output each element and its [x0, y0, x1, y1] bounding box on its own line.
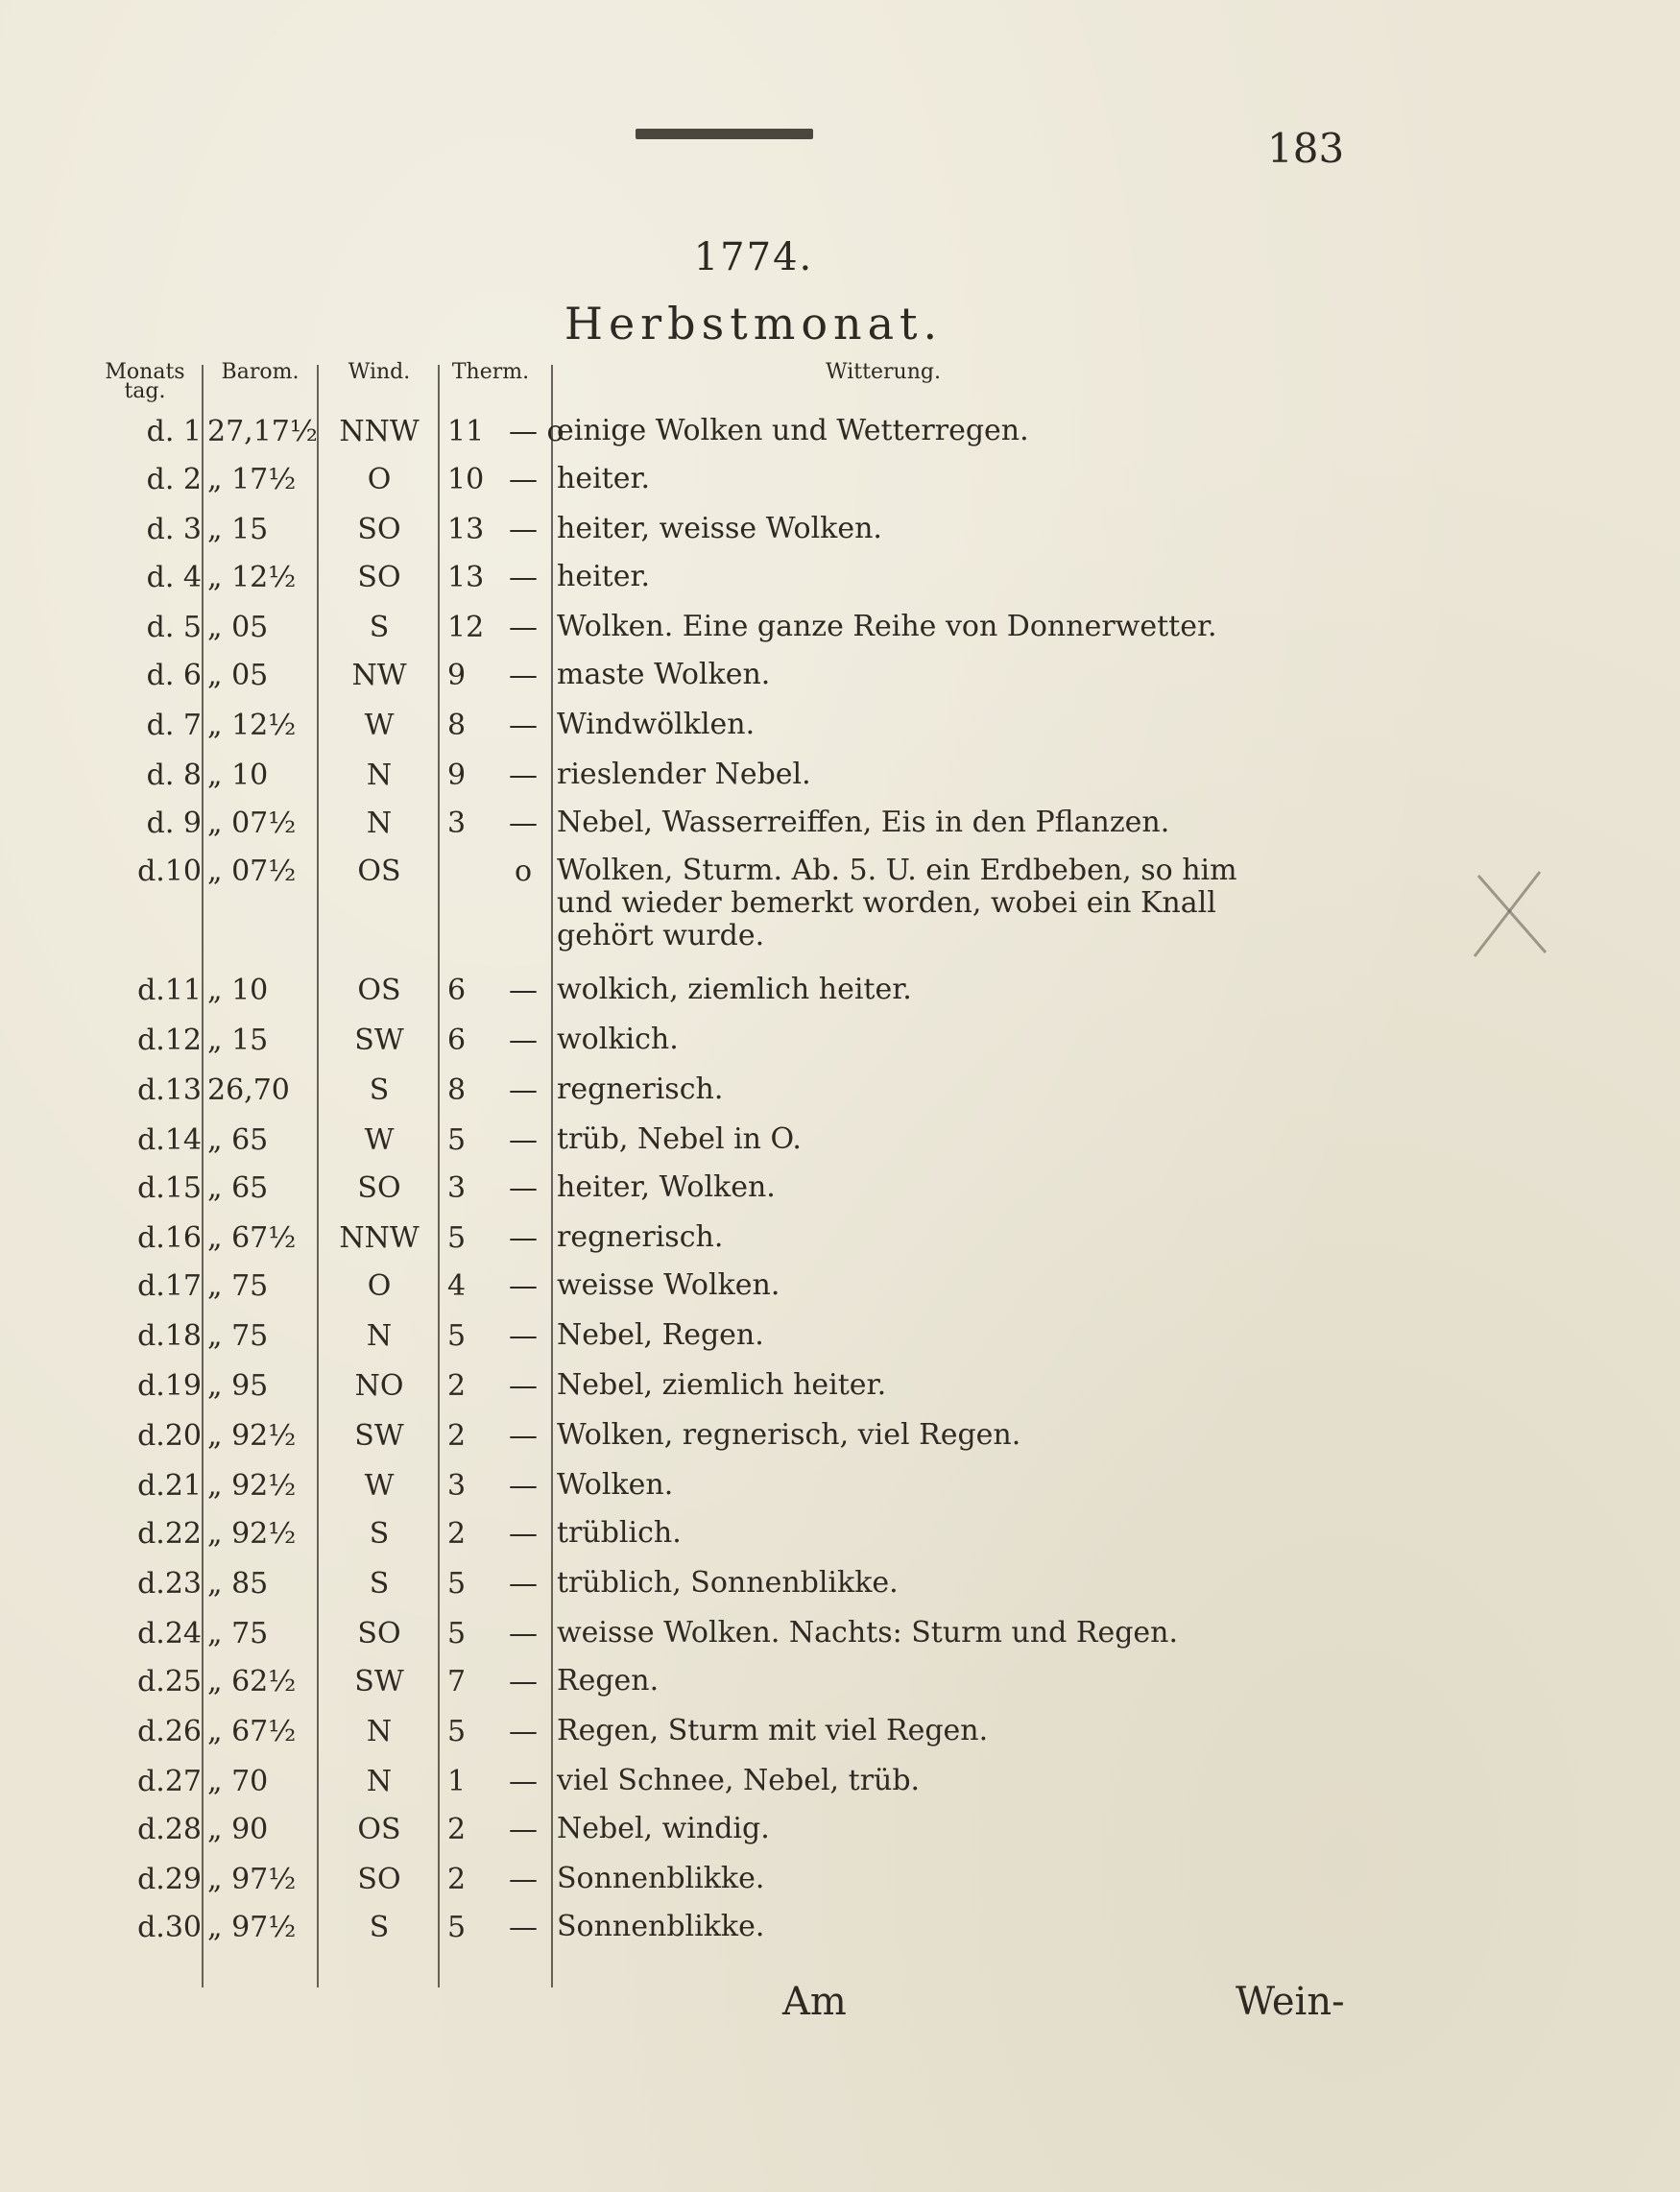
dash-cell: — [509, 1073, 538, 1107]
barometer-cell: „ 10 [207, 759, 269, 792]
dash-cell: — [509, 807, 538, 840]
wind-cell: SO [357, 1171, 401, 1205]
barometer-cell: „ 67½ [207, 1715, 297, 1748]
dash-cell: — [509, 1369, 538, 1403]
thermometer-cell: 8 [447, 709, 467, 742]
weather-cell: einige Wolken und Wetterregen. [557, 414, 1029, 447]
weather-cell: Nebel, Regen. [557, 1318, 764, 1352]
day-cell: d.28 [137, 1813, 202, 1846]
day-cell: d. 6 [146, 659, 202, 692]
weather-cell: regnerisch. [557, 1220, 724, 1254]
day-cell: d.20 [137, 1419, 202, 1453]
weather-cell: trüb, Nebel in O. [557, 1122, 802, 1156]
wind-cell: N [366, 1715, 393, 1748]
dash-cell: — [509, 1221, 538, 1255]
day-cell: d.10 [137, 855, 202, 888]
barometer-cell: „ 90 [207, 1813, 269, 1846]
wind-cell: S [369, 1567, 390, 1601]
barometer-cell: „ 67½ [207, 1221, 297, 1255]
weather-cell: Wolken, Sturm. Ab. 5. U. ein Erdbeben, so him und wieder bemerkt worden, wobei ein Knall gehört wurde. [557, 854, 1237, 952]
thermometer-cell: 8 [447, 1073, 467, 1107]
header-day: Monats tag. [105, 360, 185, 403]
month-title: Herbstmonat. [564, 298, 944, 349]
barometer-cell: „ 92½ [207, 1419, 297, 1453]
wind-cell: S [369, 611, 390, 644]
thermometer-cell: 5 [447, 1221, 467, 1255]
thermometer-cell: 13 [447, 561, 485, 594]
day-cell: d.16 [137, 1221, 202, 1255]
wind-cell: OS [357, 855, 401, 888]
dash-cell: — [509, 1715, 538, 1748]
weather-cell: trüblich, Sonnenblikke. [557, 1566, 899, 1600]
dash-cell: — [509, 513, 538, 546]
table-row [0, 1617, 1680, 1665]
day-cell: d.19 [137, 1369, 202, 1403]
dash-cell: — [509, 1171, 538, 1205]
wind-cell: SW [354, 1665, 404, 1698]
table-row [0, 1863, 1680, 1911]
thermometer-cell: 1 [447, 1765, 467, 1798]
wind-cell: SO [357, 1863, 401, 1896]
weather-cell: Windwölklen. [557, 708, 756, 741]
day-cell: d.26 [137, 1715, 202, 1748]
barometer-cell: „ 65 [207, 1171, 269, 1205]
table-row [0, 1813, 1680, 1861]
wind-cell: O [367, 463, 392, 496]
day-cell: d.22 [137, 1517, 202, 1551]
table-row [0, 611, 1680, 659]
barometer-cell: 27,17½ [207, 415, 318, 448]
barometer-cell: „ 05 [207, 611, 269, 644]
barometer-cell: „ 65 [207, 1123, 269, 1157]
table-row [0, 1911, 1680, 1959]
thermometer-cell: 2 [447, 1419, 467, 1453]
wind-cell: N [366, 1319, 393, 1353]
day-cell: d.14 [137, 1123, 202, 1157]
dash-cell: — [509, 1567, 538, 1601]
dash-cell: — [509, 1813, 538, 1846]
barometer-cell: „ 12½ [207, 709, 297, 742]
barometer-cell: „ 17½ [207, 463, 297, 496]
day-cell: d.17 [137, 1269, 202, 1303]
weather-cell: wolkich. [557, 1023, 679, 1056]
barometer-cell: 26,70 [207, 1073, 290, 1107]
thermometer-cell: 6 [447, 974, 467, 1007]
day-cell: d.11 [137, 974, 202, 1007]
barometer-cell: „ 97½ [207, 1911, 297, 1944]
wind-cell: NNW [339, 415, 420, 448]
dash-cell: — [509, 1419, 538, 1453]
day-cell: d. 1 [146, 415, 202, 448]
day-cell: d. 9 [146, 807, 202, 840]
dash-cell: — [509, 1024, 538, 1057]
weather-cell: heiter, weisse Wolken. [557, 512, 882, 545]
thermometer-cell: 5 [447, 1617, 467, 1650]
weather-cell: Wolken, regnerisch, viel Regen. [557, 1418, 1021, 1452]
thermometer-cell: 2 [447, 1517, 467, 1551]
wind-cell: NO [354, 1369, 404, 1403]
thermometer-cell: 9 [447, 759, 467, 792]
table-row [0, 1073, 1680, 1121]
table-row [0, 1319, 1680, 1367]
dash-cell: — [509, 1665, 538, 1698]
day-cell: d. 4 [146, 561, 202, 594]
weather-cell: Wolken. [557, 1468, 674, 1502]
thermometer-cell: 5 [447, 1715, 467, 1748]
wind-cell: SO [357, 561, 401, 594]
thermometer-cell: 6 [447, 1024, 467, 1057]
pencil-cross-mark [1461, 864, 1557, 960]
wind-cell: NNW [339, 1221, 420, 1255]
table-row [0, 974, 1680, 1022]
dash-cell: — [509, 709, 538, 742]
dash-cell: — [509, 759, 538, 792]
thermometer-cell: 5 [447, 1911, 467, 1944]
weather-cell: weisse Wolken. [557, 1268, 780, 1302]
weather-cell: Nebel, Wasserreiffen, Eis in den Pflanzen. [557, 806, 1170, 839]
weather-cell: trüblich. [557, 1516, 682, 1550]
dash-cell: — [509, 1517, 538, 1551]
table-row [0, 513, 1680, 561]
thermometer-cell: 3 [447, 1469, 467, 1503]
catchword-right: Wein- [1236, 1980, 1345, 2024]
barometer-cell: „ 10 [207, 974, 269, 1007]
day-cell: d.15 [137, 1171, 202, 1205]
weather-cell: Sonnenblikke. [557, 1910, 765, 1943]
dash-cell: — [509, 974, 538, 1007]
page-number: 183 [1267, 125, 1345, 172]
dash-cell: o [514, 855, 533, 888]
barometer-cell: „ 70 [207, 1765, 269, 1798]
header-thermometer: Therm. [451, 360, 530, 384]
wind-cell: W [364, 1469, 395, 1503]
weather-cell: rieslender Nebel. [557, 758, 811, 791]
barometer-cell: „ 85 [207, 1567, 269, 1601]
weather-cell: heiter, Wolken. [557, 1170, 776, 1204]
wind-cell: N [366, 1765, 393, 1798]
dash-cell: — [509, 1617, 538, 1650]
day-cell: d. 2 [146, 463, 202, 496]
barometer-cell: „ 12½ [207, 561, 297, 594]
dash-cell: — [509, 1911, 538, 1944]
day-cell: d.30 [137, 1911, 202, 1944]
table-row [0, 1567, 1680, 1615]
table-row [0, 759, 1680, 807]
table-row [0, 659, 1680, 707]
table-row [0, 1765, 1680, 1813]
day-cell: d.13 [137, 1073, 202, 1107]
header-barometer: Barom. [221, 360, 300, 384]
table-row [0, 709, 1680, 757]
thermometer-cell: 3 [447, 807, 467, 840]
thermometer-cell: 12 [447, 611, 485, 644]
thermometer-cell: 2 [447, 1813, 467, 1846]
wind-cell: SW [354, 1419, 404, 1453]
table-row [0, 1517, 1680, 1565]
thermometer-cell: 2 [447, 1863, 467, 1896]
day-cell: d.27 [137, 1765, 202, 1798]
thermometer-cell: 7 [447, 1665, 467, 1698]
table-row [0, 1469, 1680, 1517]
table-row [0, 561, 1680, 609]
thermometer-cell: 3 [447, 1171, 467, 1205]
weather-cell: Wolken. Eine ganze Reihe von Donnerwetter. [557, 610, 1217, 643]
day-cell: d.21 [137, 1469, 202, 1503]
year-heading: 1774. [693, 235, 814, 279]
barometer-cell: „ 92½ [207, 1517, 297, 1551]
day-cell: d.18 [137, 1319, 202, 1353]
header-wind: Wind. [348, 360, 411, 384]
wind-cell: S [369, 1517, 390, 1551]
table-row [0, 1171, 1680, 1219]
catchword-left: Am [782, 1980, 847, 2024]
barometer-cell: „ 92½ [207, 1469, 297, 1503]
table-row [0, 1024, 1680, 1072]
thermometer-cell: 13 [447, 513, 485, 546]
weather-cell: heiter. [557, 560, 651, 593]
weather-cell: Regen, Sturm mit viel Regen. [557, 1714, 989, 1747]
thermometer-cell: 5 [447, 1567, 467, 1601]
thermometer-cell: 2 [447, 1369, 467, 1403]
table-row [0, 1269, 1680, 1317]
weather-cell: viel Schnee, Nebel, trüb. [557, 1764, 921, 1797]
day-cell: d.29 [137, 1863, 202, 1896]
thermometer-cell: 5 [447, 1123, 467, 1157]
table-row [0, 854, 1680, 952]
weather-cell: heiter. [557, 462, 651, 495]
wind-cell: NW [351, 659, 407, 692]
day-cell: d. 5 [146, 611, 202, 644]
dash-cell: — o [509, 415, 564, 448]
wind-cell: OS [357, 1813, 401, 1846]
wind-cell: N [366, 807, 393, 840]
dash-cell: — [509, 1123, 538, 1157]
table-row [0, 415, 1680, 463]
barometer-cell: „ 07½ [207, 855, 297, 888]
dash-cell: — [509, 561, 538, 594]
wind-cell: N [366, 759, 393, 792]
barometer-cell: „ 62½ [207, 1665, 297, 1698]
dash-cell: — [509, 463, 538, 496]
barometer-cell: „ 95 [207, 1369, 269, 1403]
table-row [0, 463, 1680, 511]
table-row [0, 1419, 1680, 1467]
dash-cell: — [509, 1469, 538, 1503]
wind-cell: W [364, 709, 395, 742]
weather-cell: Regen. [557, 1664, 660, 1698]
weather-cell: maste Wolken. [557, 658, 771, 691]
weather-cell: regnerisch. [557, 1072, 724, 1106]
wind-cell: SO [357, 1617, 401, 1650]
day-cell: d. 3 [146, 513, 202, 546]
wind-cell: S [369, 1073, 390, 1107]
weather-cell: Sonnenblikke. [557, 1862, 765, 1895]
barometer-cell: „ 75 [207, 1617, 269, 1650]
wind-cell: S [369, 1911, 390, 1944]
table-row [0, 1665, 1680, 1713]
barometer-cell: „ 07½ [207, 807, 297, 840]
table-row [0, 1369, 1680, 1417]
day-cell: d. 8 [146, 759, 202, 792]
day-cell: d.25 [137, 1665, 202, 1698]
weather-cell: wolkich, ziemlich heiter. [557, 973, 912, 1006]
dash-cell: — [509, 1765, 538, 1798]
dash-cell: — [509, 1269, 538, 1303]
day-cell: d.23 [137, 1567, 202, 1601]
table-row [0, 1221, 1680, 1269]
wind-cell: SO [357, 513, 401, 546]
weather-cell: weisse Wolken. Nachts: Sturm und Regen. [557, 1616, 1179, 1650]
dash-cell: — [509, 1319, 538, 1353]
barometer-cell: „ 05 [207, 659, 269, 692]
thermometer-cell: 10 [447, 463, 485, 496]
wind-cell: W [364, 1123, 395, 1157]
day-cell: d. 7 [146, 709, 202, 742]
wind-cell: O [367, 1269, 392, 1303]
thermometer-cell: 4 [447, 1269, 467, 1303]
thermometer-cell: 11 [447, 415, 485, 448]
thermometer-cell: 5 [447, 1319, 467, 1353]
day-cell: d.24 [137, 1617, 202, 1650]
weather-cell: Nebel, windig. [557, 1812, 770, 1845]
weather-cell: Nebel, ziemlich heiter. [557, 1368, 887, 1402]
dash-cell: — [509, 611, 538, 644]
header-weather: Witterung. [826, 360, 941, 384]
table-row [0, 807, 1680, 855]
barometer-cell: „ 15 [207, 513, 269, 546]
thermometer-cell: 9 [447, 659, 467, 692]
barometer-cell: „ 75 [207, 1319, 269, 1353]
wind-cell: OS [357, 974, 401, 1007]
dash-cell: — [509, 659, 538, 692]
barometer-cell: „ 15 [207, 1024, 269, 1057]
dash-cell: — [509, 1863, 538, 1896]
barometer-cell: „ 97½ [207, 1863, 297, 1896]
barometer-cell: „ 75 [207, 1269, 269, 1303]
table-row [0, 1123, 1680, 1171]
day-cell: d.12 [137, 1024, 202, 1057]
table-row [0, 1715, 1680, 1763]
wind-cell: SW [354, 1024, 404, 1057]
header-rule [636, 129, 813, 139]
